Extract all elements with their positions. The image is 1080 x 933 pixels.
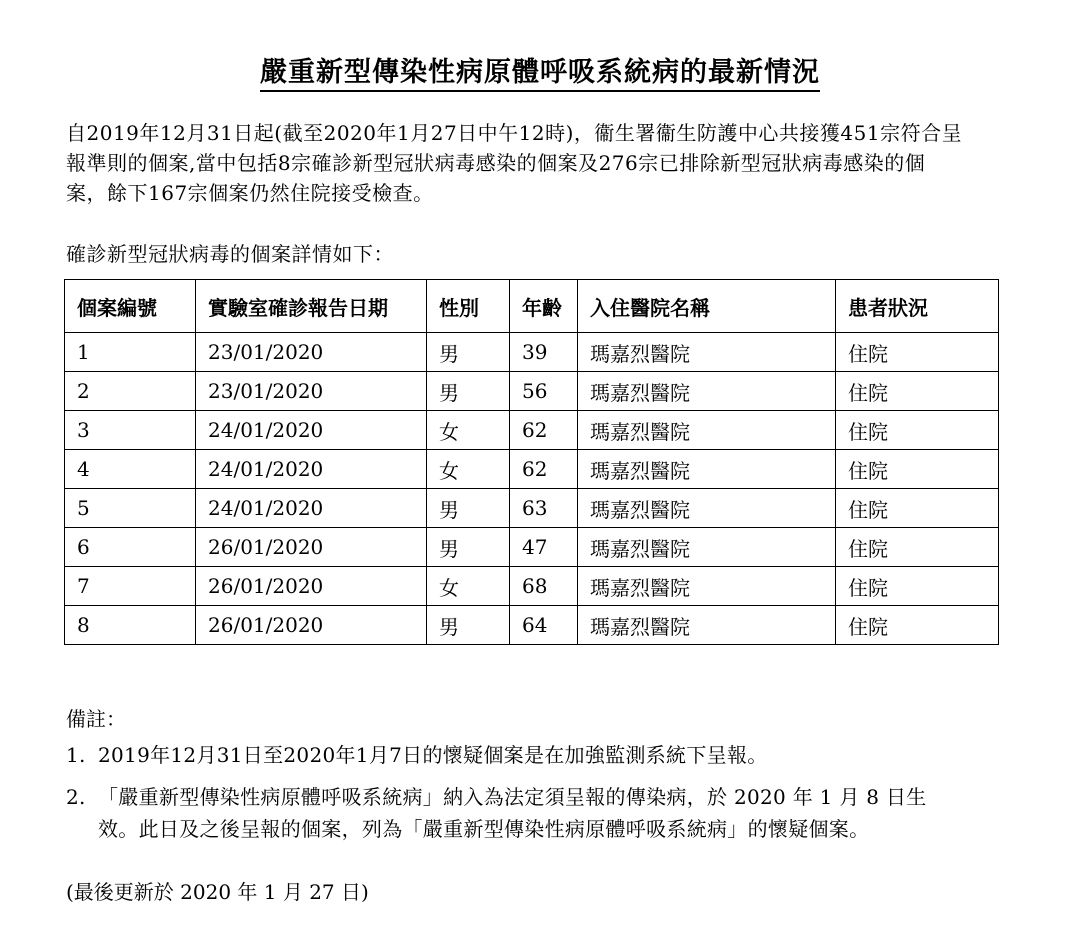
table-row xyxy=(65,489,999,528)
intro-line-1: 自2019年12月31日起(截至2020年1月27日中午12時)，衞生署衞生防護中心共接獲451宗符合呈 xyxy=(66,121,963,145)
note-item-2 xyxy=(66,781,1026,845)
notes-heading: 備註： xyxy=(66,707,126,731)
page-title-text: 嚴重新型傳染性病原體呼吸系統病的最新情況 xyxy=(260,57,820,92)
cell-status: 住院 xyxy=(836,333,999,372)
cell-hospital: 瑪嘉烈醫院 xyxy=(578,567,836,606)
table-row xyxy=(65,372,999,411)
cell-report-date: 23/01/2020 xyxy=(196,372,427,411)
cell-case-number: 4 xyxy=(65,450,196,489)
cell-age: 63 xyxy=(510,489,578,528)
cell-hospital: 瑪嘉烈醫院 xyxy=(578,606,836,645)
cell-report-date: 24/01/2020 xyxy=(196,411,427,450)
table-row xyxy=(65,567,999,606)
cell-case-number: 2 xyxy=(65,372,196,411)
table-row xyxy=(65,450,999,489)
note-number: 1. xyxy=(66,743,86,767)
cell-case-number: 7 xyxy=(65,567,196,606)
note-item-1 xyxy=(66,739,1026,771)
cell-hospital: 瑪嘉烈醫院 xyxy=(578,411,836,450)
intro-line-3: 案，餘下167宗個案仍然住院接受檢查。 xyxy=(66,181,434,205)
cell-case-number: 6 xyxy=(65,528,196,567)
cell-status: 住院 xyxy=(836,372,999,411)
cell-status: 住院 xyxy=(836,489,999,528)
intro-line-2: 報準則的個案,當中包括8宗確診新型冠狀病毒感染的個案及276宗已排除新型冠狀病毒感染的個 xyxy=(66,151,926,175)
cell-sex: 女 xyxy=(427,450,510,489)
cell-sex: 女 xyxy=(427,411,510,450)
note-text: 2019年12月31日至2020年1月7日的懷疑個案是在加強監測系統下呈報。 xyxy=(98,743,768,767)
header-patient-status: 患者狀況 xyxy=(836,280,999,333)
cell-age: 62 xyxy=(510,450,578,489)
cell-report-date: 26/01/2020 xyxy=(196,567,427,606)
cell-case-number: 5 xyxy=(65,489,196,528)
cell-report-date: 26/01/2020 xyxy=(196,528,427,567)
cell-case-number: 1 xyxy=(65,333,196,372)
header-report-date: 實驗室確診報告日期 xyxy=(196,280,427,333)
cell-age: 39 xyxy=(510,333,578,372)
cell-age: 47 xyxy=(510,528,578,567)
cell-case-number: 8 xyxy=(65,606,196,645)
header-case-number: 個案編號 xyxy=(65,280,196,333)
header-hospital: 入住醫院名稱 xyxy=(578,280,836,333)
table-row xyxy=(65,333,999,372)
confirmed-cases-table xyxy=(64,279,999,645)
cell-age: 64 xyxy=(510,606,578,645)
cell-hospital: 瑪嘉烈醫院 xyxy=(578,489,836,528)
note-number: 2. xyxy=(66,785,86,809)
table-row xyxy=(65,528,999,567)
last-updated-text: (最後更新於 2020 年 1 月 27 日) xyxy=(66,880,369,904)
cell-status: 住院 xyxy=(836,567,999,606)
cell-report-date: 23/01/2020 xyxy=(196,333,427,372)
cell-sex: 男 xyxy=(427,372,510,411)
cell-report-date: 24/01/2020 xyxy=(196,450,427,489)
table-intro-text: 確診新型冠狀病毒的個案詳情如下： xyxy=(66,242,394,266)
table-row xyxy=(65,606,999,645)
note-text-line-1: 「嚴重新型傳染性病原體呼吸系統病」納入為法定須呈報的傳染病，於 2020 年 1 月 8 日生 xyxy=(98,785,927,809)
header-sex: 性別 xyxy=(427,280,510,333)
cell-age: 62 xyxy=(510,411,578,450)
cell-hospital: 瑪嘉烈醫院 xyxy=(578,372,836,411)
cell-status: 住院 xyxy=(836,411,999,450)
cell-sex: 男 xyxy=(427,489,510,528)
cell-report-date: 24/01/2020 xyxy=(196,489,427,528)
cell-status: 住院 xyxy=(836,450,999,489)
note-text-line-2: 效。此日及之後呈報的個案，列為「嚴重新型傳染性病原體呼吸系統病」的懷疑個案。 xyxy=(98,817,870,841)
cell-case-number: 3 xyxy=(65,411,196,450)
cell-sex: 男 xyxy=(427,528,510,567)
cell-age: 56 xyxy=(510,372,578,411)
cell-hospital: 瑪嘉烈醫院 xyxy=(578,333,836,372)
cell-sex: 男 xyxy=(427,606,510,645)
table-row xyxy=(65,411,999,450)
cell-sex: 男 xyxy=(427,333,510,372)
cell-sex: 女 xyxy=(427,567,510,606)
cell-age: 68 xyxy=(510,567,578,606)
cell-hospital: 瑪嘉烈醫院 xyxy=(578,528,836,567)
page-title xyxy=(0,50,1080,89)
header-age: 年齡 xyxy=(510,280,578,333)
cell-hospital: 瑪嘉烈醫院 xyxy=(578,450,836,489)
cell-status: 住院 xyxy=(836,528,999,567)
cell-report-date: 26/01/2020 xyxy=(196,606,427,645)
table-header-row xyxy=(65,280,999,333)
cell-status: 住院 xyxy=(836,606,999,645)
intro-paragraph xyxy=(66,118,1026,208)
